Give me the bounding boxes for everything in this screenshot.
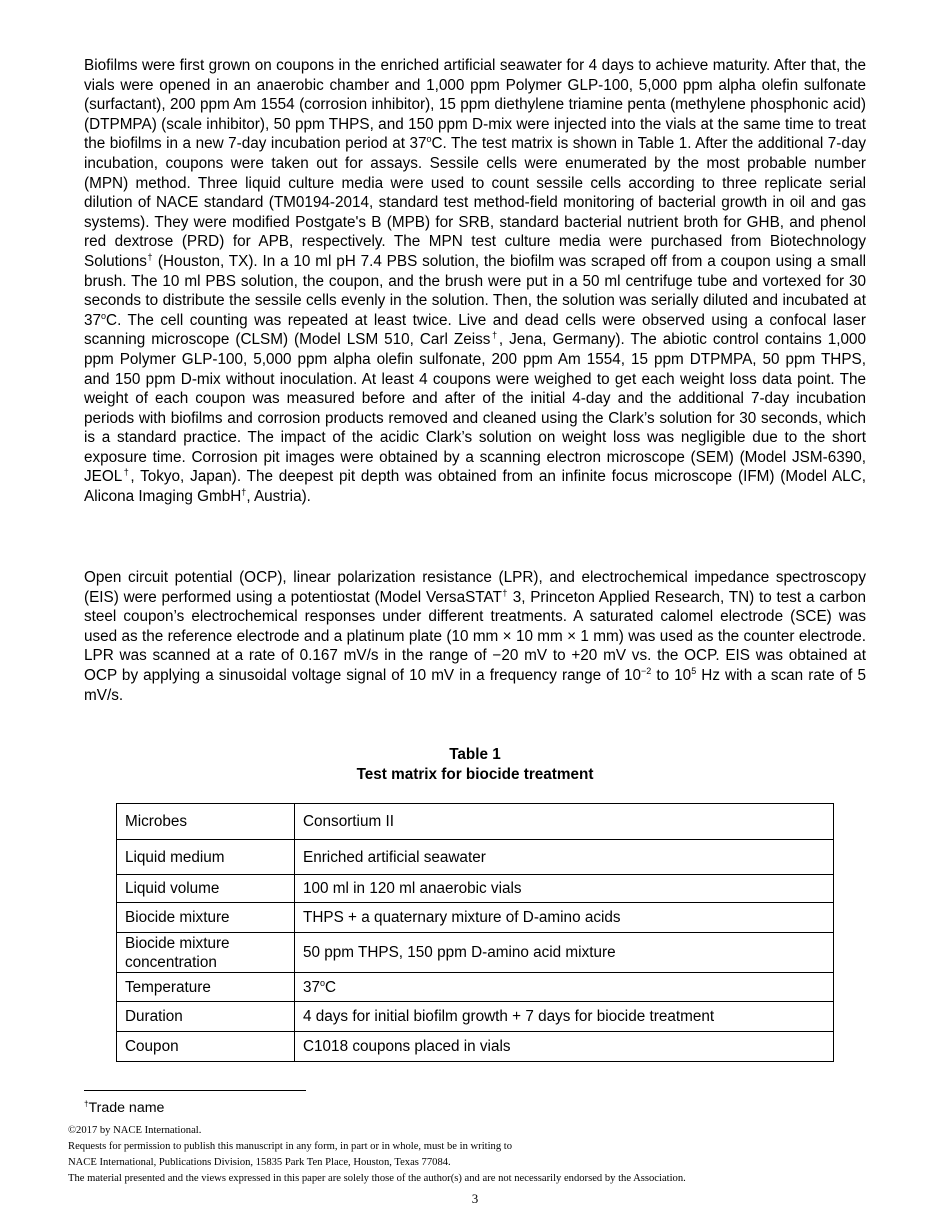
row-value: 37$^o$C	[295, 973, 834, 1002]
row-value: Consortium II	[295, 804, 834, 840]
page-number: 3	[471, 1191, 479, 1206]
row-value: 50 ppm THPS, 150 ppm D-amino acid mixture	[295, 933, 834, 973]
row-label: Temperature	[117, 973, 295, 1002]
row-label: Duration	[117, 1002, 295, 1032]
test-matrix-table	[116, 803, 834, 1062]
body-paragraph-electrochemistry: Open circuit potential (OCP), linear polarization resistance (LPR), and electrochemical impedance spectroscopy (EIS) were performed using a potentiostat (Model VersaSTAT† 3, Princeton Applied Research, TN) to test a carbon steel coupon’s electrochemical responses under different treatments. A saturated calomel electrode (SCE) was used as the reference electrode and a platinum plate (10 mm × 10 mm × 1 mm) was used as the counter electrode. LPR was scanned at a rate of 0.167 mV/s in the range of −20 mV to +20 mV vs. the OCP. EIS was obtained at OCP by applying a sinusoidal voltage signal of 10 mV in a frequency range of $10^{-2}$ to $10^5$ Hz with a scan rate of 5 mV/s.	[84, 569, 866, 704]
table-row	[117, 875, 834, 903]
row-label: Liquid medium	[117, 840, 295, 875]
footnote-rule	[84, 1090, 306, 1091]
disclaimer-line: The material presented and the views expressed in this paper are solely those of the author(s) and are not necessarily endorsed by the Association.	[68, 1173, 686, 1184]
row-label: Coupon	[117, 1032, 295, 1062]
copyright-line: ©2017 by NACE International.	[68, 1125, 202, 1136]
row-value: Enriched artificial seawater	[295, 840, 834, 875]
permission-line: Requests for permission to publish this manuscript in any form, in part or in whole, must be in writing to	[68, 1141, 513, 1152]
table-row	[117, 973, 834, 1002]
row-label: Liquid volume	[117, 875, 295, 903]
footnote-text: Trade name	[88, 1100, 165, 1116]
address-line: NACE International, Publications Division, 15835 Park Ten Place, Houston, Texas 77084.	[68, 1157, 451, 1168]
footnote-mark: †	[84, 1099, 89, 1109]
row-value: 4 days for initial biofilm growth + 7 days for biocide treatment	[295, 1002, 834, 1032]
row-label: Biocide mixture	[117, 903, 295, 933]
table-row	[117, 1032, 834, 1062]
table-row	[117, 840, 834, 875]
row-value: 100 ml in 120 ml anaerobic vials	[295, 875, 834, 903]
table-caption-title: Test matrix for biocide treatment	[356, 766, 594, 783]
table-row	[117, 933, 834, 973]
row-label: Biocide mixture concentration	[117, 933, 295, 973]
body-paragraph-methods: Biofilms were first grown on coupons in the enriched artificial seawater for 4 days to achieve maturity. After that, the vials were opened in an anaerobic chamber and 1,000 ppm Polymer GLP-100, 5,000 ppm alpha olefin sulfonate (surfactant), 200 ppm Am 1554 (corrosion inhibitor), 15 ppm diethylene triamine penta (methylene phosphonic acid) (DTPMPA) (scale inhibitor), 50 ppm THPS, and 150 ppm D-mix were injected into the vials at the same time to treat the biofilms in a new 7-day incubation period at 37$^o$C. The test matrix is shown in Table 1. After the additional 7-day incubation, coupons were taken out for assays. Sessile cells were enumerated by the most probable number (MPN) method. Three liquid culture media were used to count sessile cells according to three replicate serial dilution of NACE standard (TM0194-2014, standard test method-field monitoring of bacterial growth in oil and gas systems). They were modified Postgate's B (MPB) for SRB, standard bacterial nutrient broth for GHB, and phenol red dextrose (PRD) for APB, respectively. The MPN test culture media were purchased from Biotechnology Solutions† (Houston, TX). In a 10 ml pH 7.4 PBS solution, the biofilm was scraped off from a coupon using a small brush. The 10 ml PBS solution, the coupon, and the brush were put in a 50 ml centrifuge tube and vortexed for 30 seconds to distribute the sessile cells evenly in the solution. Then, the solution was serially diluted and incubated at 37$^o$C. The cell counting was repeated at least twice. Live and dead cells were observed using a confocal laser scanning microscope (CLSM) (Model LSM 510, Carl Zeiss†, Jena, Germany). The abiotic control contains 1,000 ppm Polymer GLP-100, 5,000 ppm alpha olefin sulfonate, 200 ppm Am 1554, 15 ppm DTPMPA, 50 ppm THPS, and 150 ppm D-mix without inoculation. At least 4 coupons were weighed to get each weight loss data point. The weight of each coupon was measured before and after of the initial 4-day and the additional 7-day incubation periods with biofilms and corrosion products removed and cleaned using the Clark’s solution for 30 seconds, which is a standard practice. The impact of the acidic Clark’s solution on weight loss was negligible due to the short exposure time. Corrosion pit images were obtained by a scanning electron microscope (SEM) (Model JSM-6390, JEOL†, Tokyo, Japan). The deepest pit depth was obtained from an infinite focus microscope (IFM) (Model ALC, Alicona Imaging GmbH†, Austria).	[84, 57, 866, 506]
table-caption-number: Table 1	[449, 746, 501, 763]
row-label: Microbes	[117, 804, 295, 840]
table-row	[117, 804, 834, 840]
table-row	[117, 1002, 834, 1032]
test-matrix-body	[117, 804, 834, 1062]
table-row	[117, 903, 834, 933]
row-value: C1018 coupons placed in vials	[295, 1032, 834, 1062]
footnote	[84, 1100, 164, 1116]
row-value: THPS + a quaternary mixture of D-amino acids	[295, 903, 834, 933]
